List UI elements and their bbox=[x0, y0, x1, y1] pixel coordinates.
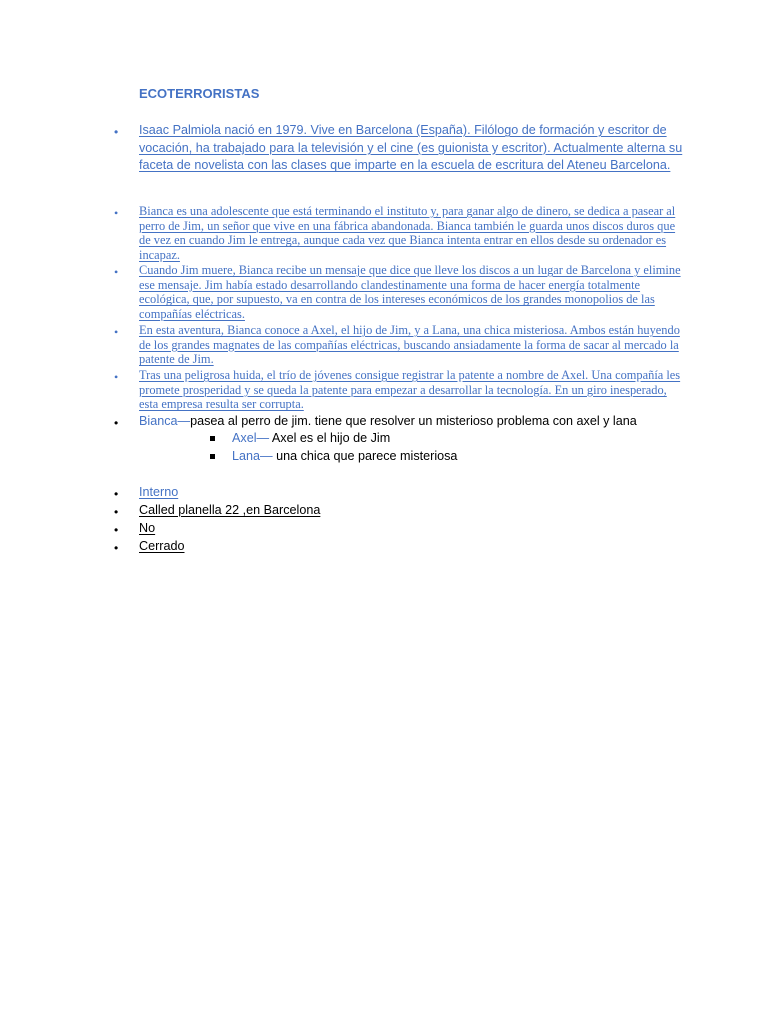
bullet-icon: • bbox=[114, 487, 119, 501]
author-paragraph: Isaac Palmiola nació en 1979. Vive en Barcelona (España). Filólogo de formación y escritor de vocación, ha trabajado para la televisión y el cine (es guionista y escritor). Actualmente alterna su faceta de novelista con las clases que imparte en la escuela de escritura del Ateneu Barcelona. bbox=[139, 123, 683, 173]
setting-item-location: Called planella 22 ,en Barcelona bbox=[139, 503, 321, 517]
bullet-icon: • bbox=[114, 206, 119, 220]
bullet-icon: • bbox=[114, 416, 119, 430]
plot-paragraph-3: En esta aventura, Bianca conoce a Axel, el hijo de Jim, y a Lana, una chica misteriosa. Ambos están huyendo de los grandes magnates de las compañías eléctricas, buscando ansiadamente la forma de sacar al mercado la patente de Jim. bbox=[139, 323, 680, 367]
character-name-bianca: Bianca— bbox=[139, 414, 191, 428]
character-desc-lana: una chica que parece misteriosa bbox=[272, 449, 458, 463]
bullet-icon: • bbox=[114, 265, 119, 279]
plot-paragraph-4: Tras una peligrosa huida, el trío de jóvenes consigue registrar la patente a nombre de Axel. Una compañía les promete prosperidad y se queda la patente para empezar a desarrollar la tecnología. En un giro inesperado, esta empresa resulta ser corrupta. bbox=[139, 368, 681, 412]
bullet-icon: • bbox=[114, 325, 119, 339]
document-title: ECOTERRORISTAS bbox=[139, 86, 260, 101]
bullet-icon: • bbox=[114, 505, 119, 519]
character-lana bbox=[232, 448, 457, 465]
bullet-icon: • bbox=[114, 541, 119, 555]
character-desc-axel: Axel es el hijo de Jim bbox=[269, 431, 391, 445]
character-desc-bianca: pasea al perro de jim. tiene que resolver un misterioso problema con axel y lana bbox=[190, 414, 637, 428]
bullet-icon: • bbox=[114, 523, 119, 537]
plot-paragraph-2: Cuando Jim muere, Bianca recibe un mensaje que dice que lleve los discos a un lugar de Barcelona y elimine ese mensaje. Jim había estado desarrollando clandestinamente una forma de hacer energía totalmente ecológica, que, por supuesto, va en contra de los intereses económicos de los grandes monopolios de las compañías eléctricas. bbox=[139, 263, 681, 321]
setting-item-cerrado: Cerrado bbox=[139, 539, 185, 553]
character-name-lana: Lana— bbox=[232, 449, 273, 463]
character-axel bbox=[232, 430, 390, 447]
setting-item-no: No bbox=[139, 521, 156, 535]
square-bullet-icon bbox=[210, 454, 215, 459]
character-name-axel: Axel— bbox=[232, 431, 270, 445]
setting-item-interno: Interno bbox=[139, 485, 179, 499]
bullet-icon: • bbox=[114, 125, 119, 139]
square-bullet-icon bbox=[210, 436, 215, 441]
plot-paragraph-1: Bianca es una adolescente que está terminando el instituto y, para ganar algo de dinero, se dedica a pasear al perro de Jim, un señor que vive en una fábrica abandonada. Bianca también le guarda unos discos duros que de vez en cuando Jim le entrega, aunque cada vez que Bianca intenta entrar en ellos desde su ordenador es incapaz. bbox=[139, 204, 676, 262]
character-bianca bbox=[139, 413, 637, 430]
bullet-icon: • bbox=[114, 370, 119, 384]
